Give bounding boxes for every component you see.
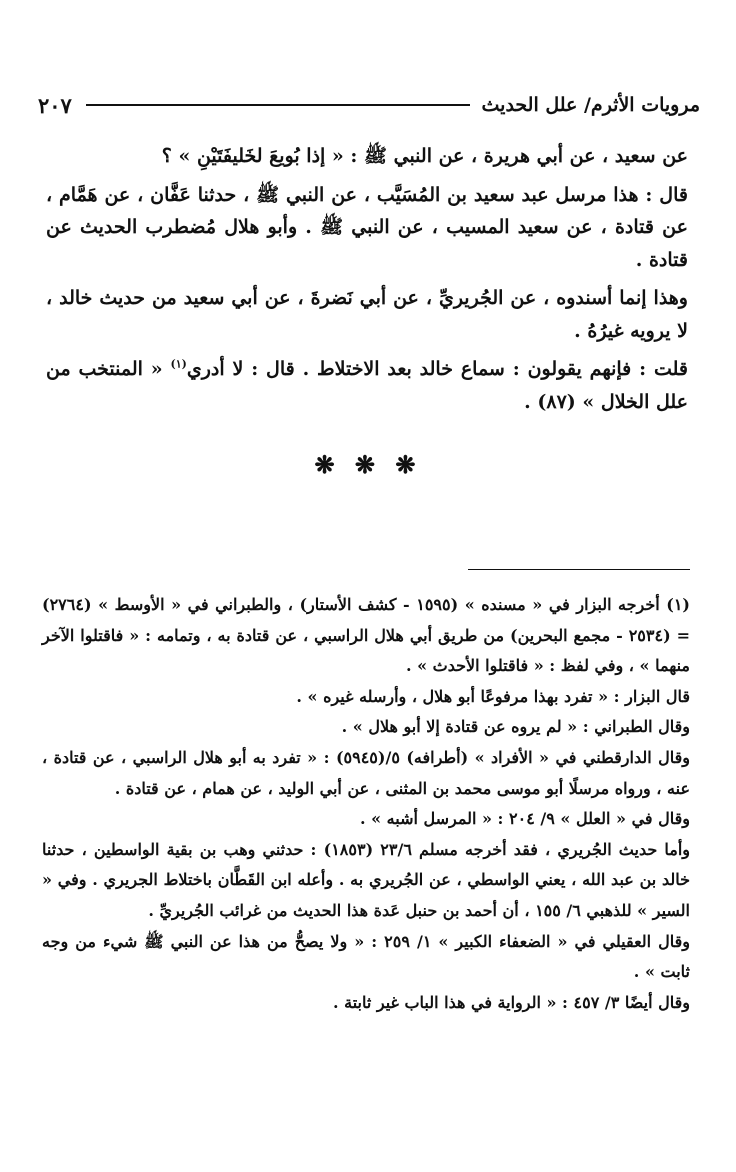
footnote-line: وأما حديث الجُريري ، فقد أخرجه مسلم ٢٣/٦ (١٨٥٣) : حدثني وهب بن بقية الواسطين ، حدثنا خالد بن عبد الله ، يعني الواسطي ، عن الجُريري به . وأعله ابن القَطَّان باختلاط الجريري . وفي « السير » للذهبي ٦/ ١٥٥ ، أن أحمد بن حنبل عَدة هذا الحديث من غرائب الجُريريِّ . — [42, 839, 690, 920]
footnote-line: وقال في « العلل » ٩/ ٢٠٤ : « المرسل أشبه » . — [359, 809, 690, 829]
footnote-line: وقال العقيلي في « الضعفاء الكبير » ١/ ٢٥٩ : « ولا يصحُّ من هذا عن النبي ﷺ شيء من وجه ثابت » . — [42, 931, 690, 982]
running-header — [38, 88, 700, 122]
footnotes — [42, 590, 690, 1018]
footnote-line: وقال الدارقطني في « الأفراد » (أطرافه) ٥/(٥٩٤٥) : « تفرد به أبو هلال الراسبي ، عن قتادة ، عنه ، ورواه مرسلًا أبو موسى محمد بن المثنى ، عن أبي الوليد ، عن همام ، عن قتادة . — [42, 747, 690, 798]
footnote-line: (١) أخرجه البزار في « مسنده » (١٥٩٥ - كشف الأستار) ، والطبراني في « الأوسط » (٢٧٦٤) = (٢٥٣٤ - مجمع البحرين) من طريق أبي هلال الراسبي ، عن قتادة به ، وتمامه : « فاقتلوا الآخر منهما » ، وفي لفظ : « فاقتلوا الأحدث » . — [42, 595, 691, 676]
paragraph: عن سعيد ، عن أبي هريرة ، عن النبي ﷺ : « إذا بُويعَ لخَليفَتَيْنِ » ؟ — [161, 145, 688, 167]
footnote-marker: (١) — [170, 357, 187, 371]
footnote-line: وقال الطبراني : « لم يروه عن قتادة إلا أبو هلال » . — [341, 717, 690, 737]
paragraph — [46, 353, 688, 418]
footnote-line: وقال أيضًا ٣/ ٤٥٧ : « الرواية في هذا الباب غير ثابتة . — [333, 992, 690, 1012]
footnote-rule — [468, 569, 690, 570]
page-number: ٢٠٧ — [38, 92, 72, 118]
paragraph-text: قلت : فإنهم يقولون : سماع خالد بعد الاختلاط . قال : لا أدري — [186, 358, 688, 380]
header-rule — [86, 104, 470, 106]
main-text — [46, 140, 688, 418]
footnote-line: قال البزار : « تفرد بهذا مرفوعًا أبو هلال ، وأرسله غيره » . — [296, 686, 690, 706]
paragraph: قال : هذا مرسل عبد سعيد بن المُسَيَّب ، عن النبي ﷺ ، حدثنا عَفَّان ، عن هَمَّام ، عن قتادة ، عن سعيد المسيب ، عن النبي ﷺ . وأبو هلال مُضطرب الحديث عن قتادة . — [46, 183, 688, 271]
paragraph: وهذا إنما أسندوه ، عن الجُريريِّ ، عن أبي نَضرةَ ، عن أبي سعيد من حديث خالد ، لا يرويه غيرُهُ . — [46, 287, 688, 342]
section-separator: ❋ ❋ ❋ — [314, 450, 422, 479]
running-title: مرويات الأثرم/ علل الحديث — [481, 94, 700, 116]
paragraph-tail: « المنتخب من علل الخلال » (٨٧) . — [46, 358, 688, 413]
